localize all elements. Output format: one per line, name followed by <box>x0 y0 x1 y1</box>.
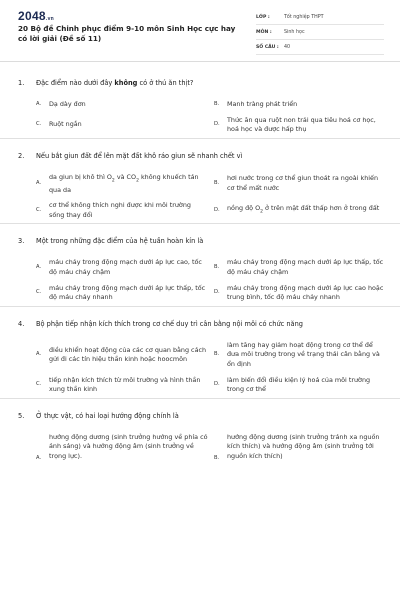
option-letter: B. <box>214 351 220 358</box>
option-letter: C. <box>36 289 42 296</box>
question-text: Nếu bắt giun đất để lên mặt đất khô ráo giun sẽ nhanh chết vì <box>36 151 243 160</box>
question-number: 2. <box>18 151 25 160</box>
option-text: máu chảy trong động mạch dưới áp lực thấp, tốc độ máu chảy chậm <box>227 258 384 277</box>
option-text <box>227 204 386 217</box>
stem-part: Đặc điểm nào dưới đây <box>36 79 115 87</box>
option-grid <box>18 430 386 467</box>
option-d[interactable] <box>214 373 386 398</box>
option-b[interactable] <box>214 170 386 198</box>
option-text: điều khiển hoạt động của các cơ quan bằng cách gửi đi các tín hiệu thần kinh hoặc hoocmôn <box>49 345 207 364</box>
logo-suffix: .vn <box>45 16 55 22</box>
question-1 <box>0 66 400 139</box>
document-title: 20 Bộ đề Chinh phục điểm 9-10 môn Sinh Học cực hay có lời giải (Đề số 11) <box>18 24 236 43</box>
question-stem <box>18 307 386 338</box>
stem-emphasis: không <box>114 79 138 87</box>
option-text: máu chảy trong động mạch dưới áp lực cao hoặc trung bình, tốc độ máu chảy nhanh <box>227 283 384 302</box>
site-logo[interactable] <box>18 9 54 23</box>
stem-part: có ở thú ăn thịt? <box>137 79 194 87</box>
question-4 <box>0 307 400 399</box>
meta-key: SỐ CÂU : <box>256 44 279 50</box>
option-b[interactable] <box>214 338 386 373</box>
text-part: không khuếch tán qua da <box>49 172 199 194</box>
option-letter: B. <box>214 264 220 271</box>
question-stem <box>18 66 386 97</box>
question-text: Bộ phận tiếp nhận kích thích trong cơ chế duy trì cân bằng nội môi có chức năng <box>36 319 303 328</box>
subscript: 2 <box>260 209 264 215</box>
option-grid <box>18 97 386 138</box>
subscript: 2 <box>136 178 139 184</box>
option-a[interactable] <box>36 430 208 467</box>
question-3 <box>0 224 400 306</box>
meta-row-class <box>256 10 384 25</box>
option-a[interactable] <box>36 255 208 280</box>
meta-value: Sinh học <box>284 29 305 35</box>
question-5 <box>0 399 400 467</box>
option-grid <box>18 338 386 398</box>
question-number: 3. <box>18 237 25 246</box>
meta-value: 40 <box>284 44 291 50</box>
option-letter: A. <box>36 351 42 358</box>
option-letter: C. <box>36 121 42 128</box>
option-letter: D. <box>214 121 220 128</box>
option-c[interactable] <box>36 113 208 138</box>
option-letter: A. <box>36 101 42 107</box>
option-grid <box>18 255 386 305</box>
option-c[interactable] <box>36 373 208 398</box>
question-stem <box>18 139 386 170</box>
option-d[interactable] <box>214 198 386 223</box>
meta-key: LỚP : <box>256 14 270 20</box>
option-text: máu chảy trong động mạch dưới áp lực thấp, tốc độ máu chảy nhanh <box>49 283 206 302</box>
logo-text: 2048 <box>18 9 46 23</box>
question-stem <box>18 399 386 430</box>
option-a[interactable] <box>36 170 208 198</box>
option-text: hướng động dương (sinh trưởng hướng về phía có ánh sáng) và hướng động âm (sinh trưởng về trọng lực). <box>49 432 208 460</box>
option-letter: D. <box>214 381 220 388</box>
option-text: làm tăng hay giảm hoạt động trong cơ thể để đưa môi trường trong về trạng thái cân bằng và ổn định <box>227 340 380 368</box>
option-text: tiếp nhận kích thích từ môi trường và hình thần xung thần kinh <box>49 375 201 394</box>
question-stem <box>18 224 386 255</box>
option-letter: B. <box>214 454 220 461</box>
subscript: 2 <box>111 178 115 184</box>
question-number: 5. <box>18 411 25 420</box>
meta-key: MÔN : <box>256 29 272 35</box>
option-text <box>49 173 208 195</box>
question-number: 4. <box>18 319 25 328</box>
document-header <box>0 0 400 62</box>
meta-row-count <box>256 40 384 55</box>
option-text: cơ thể không thích nghi được khi môi trường sống thay đổi <box>49 201 191 219</box>
option-b[interactable] <box>214 255 386 280</box>
text-part: nồng độ O <box>227 204 261 213</box>
question-list <box>0 66 400 466</box>
option-grid <box>18 170 386 224</box>
option-text: Ruột ngắn <box>49 120 82 129</box>
option-letter: A. <box>36 180 42 187</box>
question-2 <box>0 139 400 225</box>
option-text: Manh tràng phát triển <box>227 100 298 108</box>
option-d[interactable] <box>214 281 386 306</box>
question-text: Ở thực vật, có hai loại hướng động chính là <box>36 411 179 420</box>
meta-value: Tốt nghiệp THPT <box>284 14 324 20</box>
option-letter: A. <box>36 264 42 271</box>
question-text <box>36 79 193 88</box>
option-letter: B. <box>214 101 220 107</box>
option-letter: A. <box>36 454 42 461</box>
option-text: Thức ăn qua ruột non trải qua tiêu hoá cơ học, hoá học và được hấp thụ <box>227 115 376 134</box>
option-a[interactable] <box>36 338 208 373</box>
option-b[interactable] <box>214 430 386 467</box>
option-c[interactable] <box>36 281 208 306</box>
text-part: da giun bị khô thì O <box>49 172 112 181</box>
option-letter: C. <box>36 381 42 388</box>
option-d[interactable] <box>214 113 386 138</box>
option-letter: C. <box>36 207 42 214</box>
option-text: làm biến đổi điều kiện lý hoá của môi trường trong cơ thể <box>227 375 371 394</box>
text-part: và CO <box>114 172 137 181</box>
option-text: máu chảy trong động mạch dưới áp lực cao, tốc độ máu chảy chậm <box>49 258 202 277</box>
question-text: Một trong những đặc điểm của hệ tuần hoàn kín là <box>36 237 204 246</box>
document-meta <box>256 10 384 55</box>
option-text: Dạ dày đơn <box>49 100 86 108</box>
option-text: hơi nước trong cơ thể giun thoát ra ngoài khiến cơ thể mất nước <box>227 174 379 193</box>
option-a[interactable] <box>36 97 208 113</box>
option-letter: D. <box>214 289 220 296</box>
text-part: ở trên mặt đất thấp hơn ở trong đất <box>263 204 380 213</box>
option-text: hướng động dương (sinh trưởng tránh xa nguồn kích thích) và hướng động âm (sinh trưởng tới nguồn kích thích) <box>227 432 380 460</box>
option-c[interactable] <box>36 198 208 223</box>
option-b[interactable] <box>214 97 386 113</box>
meta-row-subject <box>256 25 384 40</box>
option-letter: D. <box>214 207 220 214</box>
option-letter: B. <box>214 180 220 187</box>
question-number: 1. <box>18 79 25 87</box>
